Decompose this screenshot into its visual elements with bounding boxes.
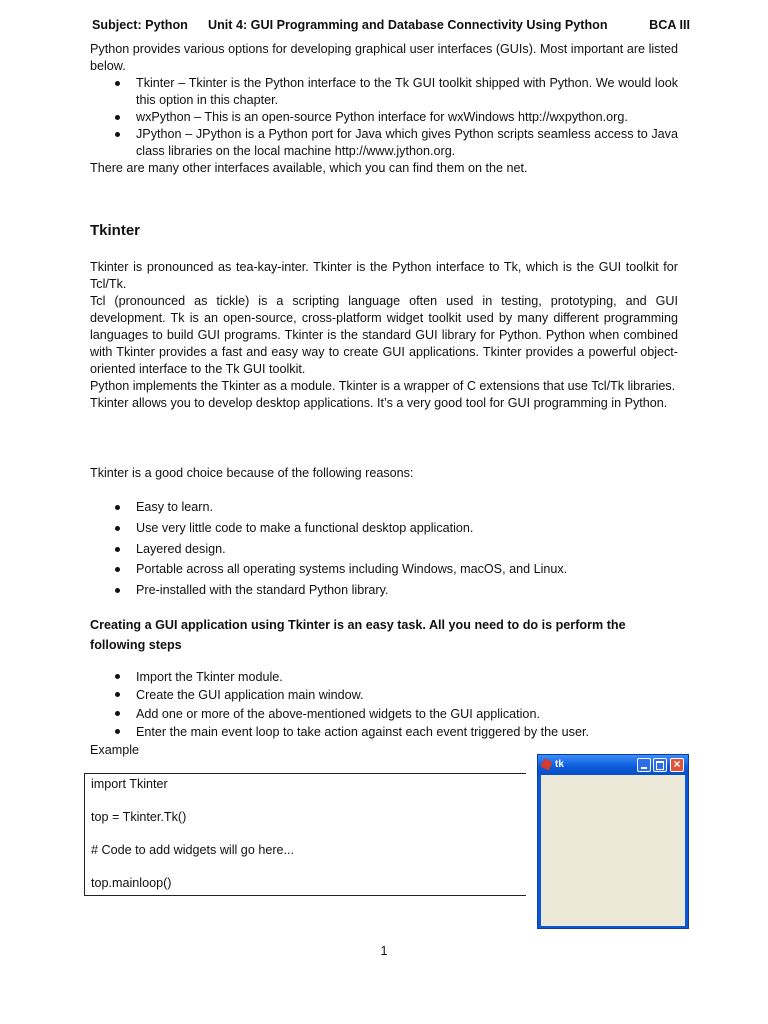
list-item: JPython – JPython is a Python port for Java which gives Python scripts seamless access to Java class libraries on the local machine http://www.jython.org.: [90, 126, 678, 160]
page-number: 1: [380, 944, 388, 958]
close-icon: [670, 758, 684, 772]
list-item: Use very little code to make a functional desktop application.: [90, 520, 678, 537]
list-item: Create the GUI application main window.: [90, 686, 678, 704]
steps-list: [90, 668, 678, 741]
list-item: Pre-installed with the standard Python library.: [90, 582, 678, 599]
intro-closing: There are many other interfaces available, which you can find them on the net.: [90, 161, 528, 175]
list-item: Add one or more of the above-mentioned widgets to the GUI application.: [90, 705, 678, 723]
code-example-box: [84, 773, 526, 896]
list-item: wxPython – This is an open-source Python interface for wxWindows http://wxpython.org.: [90, 109, 678, 126]
header-subject: Subject: Python: [92, 18, 188, 32]
list-item: Enter the main event loop to take action against each event triggered by the user.: [90, 723, 678, 741]
paragraph: Python implements the Tkinter as a module. Tkinter is a wrapper of C extensions that use Tcl/Tk libraries.: [90, 379, 676, 393]
paragraph: Tkinter is pronounced as tea-kay-inter. Tkinter is the Python interface to Tk, which is the GUI toolkit for Tcl/Tk.: [90, 260, 678, 291]
tk-title-bar: [538, 755, 688, 775]
section-heading-tkinter: Tkinter: [90, 222, 141, 239]
paragraph: Tcl (pronounced as tickle) is a scripting language often used in testing, prototyping, and GUI development. Tk is an open-source, cross-platform widget toolkit used by many different programming languages to build GUI programs. Tkinter is the standard GUI library for Python. Python when combined with Tkinter provides a fast and easy way to create GUI applications. Tkinter provides a powerful object-oriented interface to the Tk GUI toolkit.: [90, 294, 678, 376]
steps-heading: Creating a GUI application using Tkinter is an easy task. All you need to do is perform the following steps: [90, 618, 626, 652]
tkinter-description: [90, 259, 678, 412]
intro-section: [90, 41, 678, 177]
tk-client-area: [541, 775, 685, 926]
code-line: # Code to add widgets will go here...: [91, 843, 295, 857]
list-item: Tkinter – Tkinter is the Python interface to the Tk GUI toolkit shipped with Python. We would look this option in this chapter.: [90, 75, 678, 109]
header-class: BCA III: [649, 18, 690, 32]
code-line: top = Tkinter.Tk(): [91, 810, 187, 824]
reasons-list: [90, 499, 678, 599]
example-label: Example: [90, 743, 139, 758]
steps-section: [90, 668, 678, 759]
code-line: import Tkinter: [91, 777, 168, 791]
tk-feather-icon: [541, 759, 553, 771]
list-item: Layered design.: [90, 541, 678, 558]
paragraph: Tkinter allows you to develop desktop applications. It’s a very good tool for GUI programming in Python.: [90, 396, 668, 410]
header-unit: Unit 4: GUI Programming and Database Connectivity Using Python: [208, 18, 608, 32]
list-item: Import the Tkinter module.: [90, 668, 678, 686]
reasons-section: [90, 499, 678, 603]
list-item: Easy to learn.: [90, 499, 678, 516]
gui-options-list: [90, 75, 678, 160]
page-header: [90, 17, 690, 35]
code-line: top.mainloop(): [91, 876, 172, 890]
maximize-icon: [653, 758, 667, 772]
list-item: Portable across all operating systems including Windows, macOS, and Linux.: [90, 561, 678, 578]
tk-window-screenshot: [537, 754, 689, 929]
minimize-icon: [637, 758, 651, 772]
intro-text: Python provides various options for developing graphical user interfaces (GUIs). Most important are listed below.: [90, 42, 678, 73]
reasons-intro: Tkinter is a good choice because of the following reasons:: [90, 466, 414, 480]
tk-window-title: tk: [555, 759, 564, 770]
